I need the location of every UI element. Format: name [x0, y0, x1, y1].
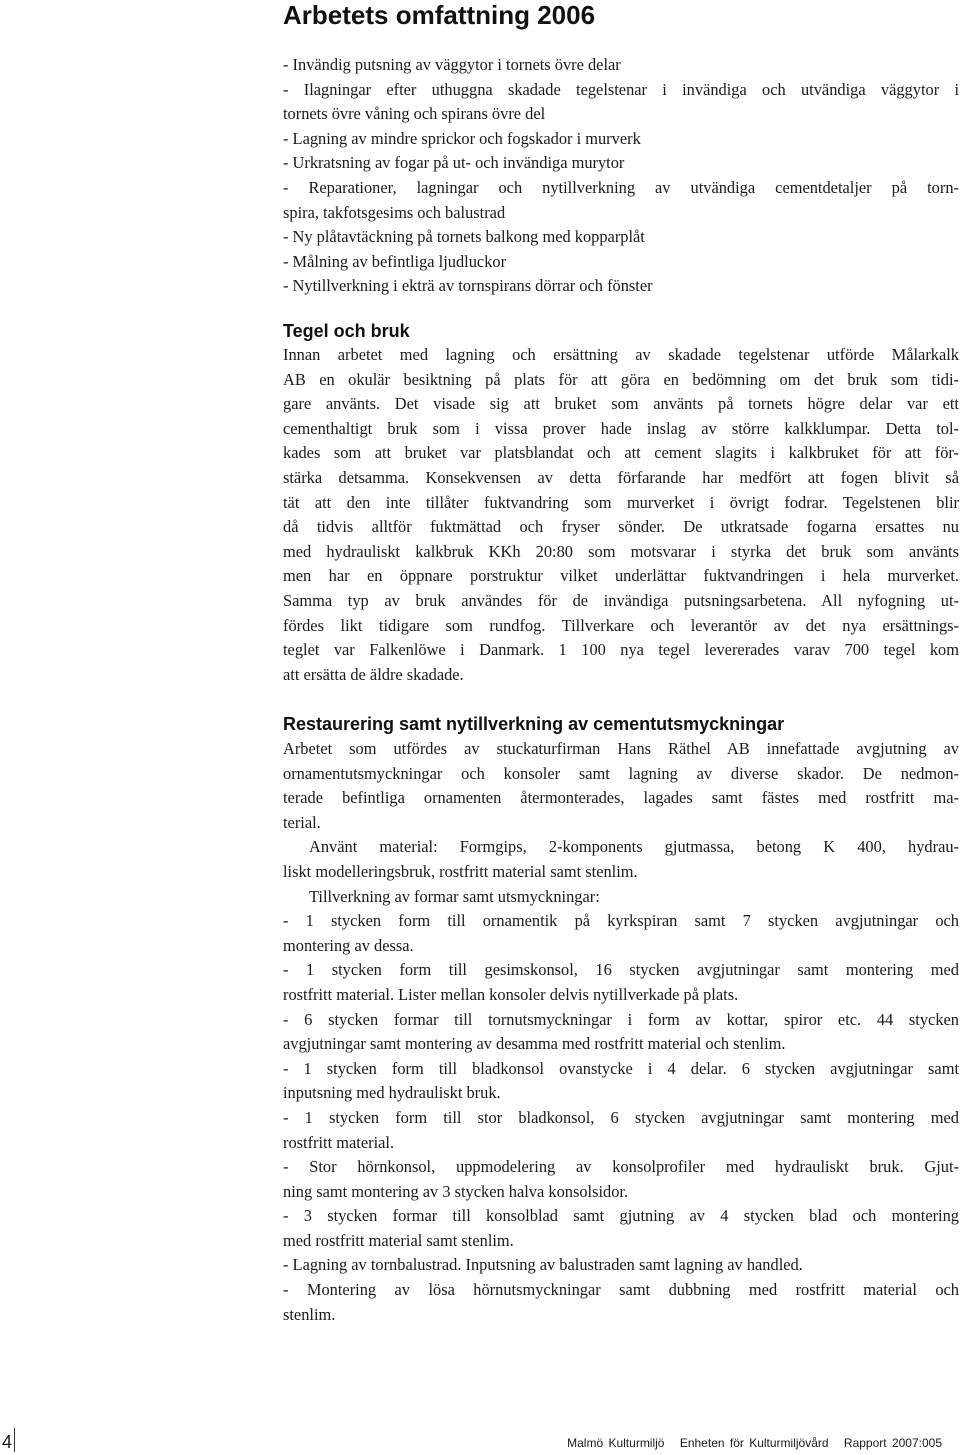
text-line: fördes likt tidigare som rundfog. Tillverkare och leverantör av det nya ersättnings- [283, 615, 959, 635]
text-line: AB en okulär besiktning på plats för att göra en bedömning om det bruk som tidi- [283, 369, 959, 389]
text-line: montering av dessa. [283, 935, 414, 955]
section-body-tegel [283, 343, 959, 687]
text-line: - 6 stycken formar till tornutsmyckningar i form av kottar, spiror etc. 44 stycken [283, 1009, 959, 1029]
text-line: tät att den inte tillåter fuktvandring som murverket i övrigt fodrar. Tegelstenen blir [283, 492, 959, 512]
text-line: - 1 stycken form till bladkonsol ovanstycke i 4 delar. 6 stycken avgjutningar samt [283, 1058, 959, 1078]
text-line: ning samt montering av 3 stycken halva konsolsidor. [283, 1181, 629, 1201]
text-line: - 1 stycken form till gesimskonsol, 16 stycken avgjutningar samt montering med [283, 960, 959, 980]
text-line: gare använts. Det visade sig att bruket som använts på tornets högre delar var ett [283, 394, 959, 414]
text-line: Använt material: Formgips, 2-komponents gjutmassa, betong K 400, hydrau- [309, 837, 959, 857]
footer-org: Malmö Kulturmiljö [567, 1436, 665, 1450]
scope-list-item: - Invändig putsning av väggytor i tornets övre delar [283, 55, 621, 74]
text-line: Arbetet som utfördes av stuckaturfirman Hans Räthel AB innefattade avgjutning av [283, 739, 959, 758]
text-line: - Stor hörnkonsol, uppmodelering av konsolprofiler med hydrauliskt bruk. Gjut- [283, 1157, 959, 1177]
text-line: stenlim. [283, 1304, 336, 1324]
section-body-restaurering [283, 737, 959, 1327]
scope-list-item: - Ilagningar efter uthuggna skadade tegelstenar i invändiga och utvändiga väggytor i [283, 79, 959, 99]
text-line: Tillverkning av formar samt utsmyckningar: [309, 886, 600, 906]
text-line: - 3 stycken formar till konsolblad samt gjutning av 4 stycken blad och montering [283, 1206, 959, 1226]
page-number: 4 [2, 1432, 13, 1452]
scope-list-item: - Ny plåtavtäckning på tornets balkong med kopparplåt [283, 227, 645, 247]
text-line: - Montering av lösa hörnutsmyckningar samt dubbning med rostfritt material och [283, 1280, 959, 1300]
scope-list-item: - Målning av befintliga ljudluckor [283, 251, 507, 271]
scope-list-item: - Nytillverkning i ekträ av tornspirans dörrar och fönster [283, 276, 653, 296]
text-line: terade befintliga ornamenten återmonterades, lagades samt fästes med rostfritt ma- [283, 788, 959, 808]
scope-list-item: spira, takfotsgesims och balustrad [283, 202, 506, 222]
text-line: med hydrauliskt kalkbruk KKh 20:80 som motsvarar i styrka det bruk som använts [283, 541, 959, 561]
page-footer [0, 1432, 960, 1452]
section-heading-restaurering: Restaurering samt nytillverkning av cementutsmyckningar [283, 714, 785, 734]
text-line: Innan arbetet med lagning och ersättning av skadade tegelstenar utförde Målarkalk [283, 345, 959, 364]
text-line: avgjutningar samt montering av desamma med rostfritt material och stenlim. [283, 1034, 786, 1054]
text-line: rostfritt material. [283, 1132, 395, 1152]
text-line: liskt modelleringsbruk, rostfritt material samt stenlim. [283, 861, 638, 881]
text-line: - 1 stycken form till ornamentik på kyrkspiran samt 7 stycken avgjutningar och [283, 911, 959, 931]
text-line: - 1 stycken form till stor bladkonsol, 6 stycken avgjutningar samt montering med [283, 1107, 959, 1127]
text-line: ornamentutsmyckningar och konsoler samt lagning av diverse skador. De nedmon- [283, 763, 959, 783]
text-line: rostfritt material. Lister mellan konsoler delvis nytillverkade på plats. [283, 984, 739, 1004]
footer-divider [14, 1428, 15, 1452]
text-line: men har en öppnare porstruktur vilket underlättar fuktvandringen i hela murverket. [283, 566, 959, 586]
text-line: med rostfritt material samt stenlim. [283, 1230, 514, 1250]
text-line: då tidvis alltför fuktmättad och fryser sönder. De utkratsade fogarna ersattes nu [283, 517, 959, 537]
text-line: terial. [283, 812, 321, 832]
text-line: kades som att bruket var platsblandat och att cement slagits i kalkbruket för att för- [283, 443, 959, 463]
text-line: Samma typ av bruk användes för de invändiga putsningsarbetena. All nyfogning ut- [283, 590, 959, 610]
scope-list-item: - Reparationer, lagningar och nytillverkning av utvändiga cementdetaljer på torn- [283, 177, 959, 197]
text-line: inputsning med hydrauliskt bruk. [283, 1083, 501, 1103]
text-line: - Lagning av tornbalustrad. Inputsning av balustraden samt lagning av handled. [283, 1255, 803, 1275]
text-line: teglet var Falkenlöwe i Danmark. 1 100 nya tegel levererades varav 700 tegel kom [283, 640, 959, 660]
text-line: cementhaltigt bruk som i vissa prover hade inslag av större kalkklumpar. Detta tol- [283, 418, 959, 438]
text-line: stärka detsamma. Konsekvensen av detta förfarande har medfört att fogen blivit så [283, 467, 959, 487]
scope-list-item: tornets övre våning och spirans övre del [283, 104, 546, 124]
text-line: att ersätta de äldre skadade. [283, 664, 464, 684]
scope-list-item: - Lagning av mindre sprickor och fogskador i murverk [283, 128, 641, 148]
scope-list [283, 53, 959, 299]
page-title: Arbetets omfattning 2006 [283, 0, 596, 30]
footer-credits [557, 1436, 942, 1450]
footer-unit: Enheten för Kulturmiljövård [679, 1436, 829, 1450]
footer-report: Rapport 2007:005 [843, 1436, 942, 1450]
scope-list-item: - Urkratsning av fogar på ut- och invändiga murytor [283, 153, 625, 173]
section-heading-tegel: Tegel och bruk [283, 321, 410, 341]
